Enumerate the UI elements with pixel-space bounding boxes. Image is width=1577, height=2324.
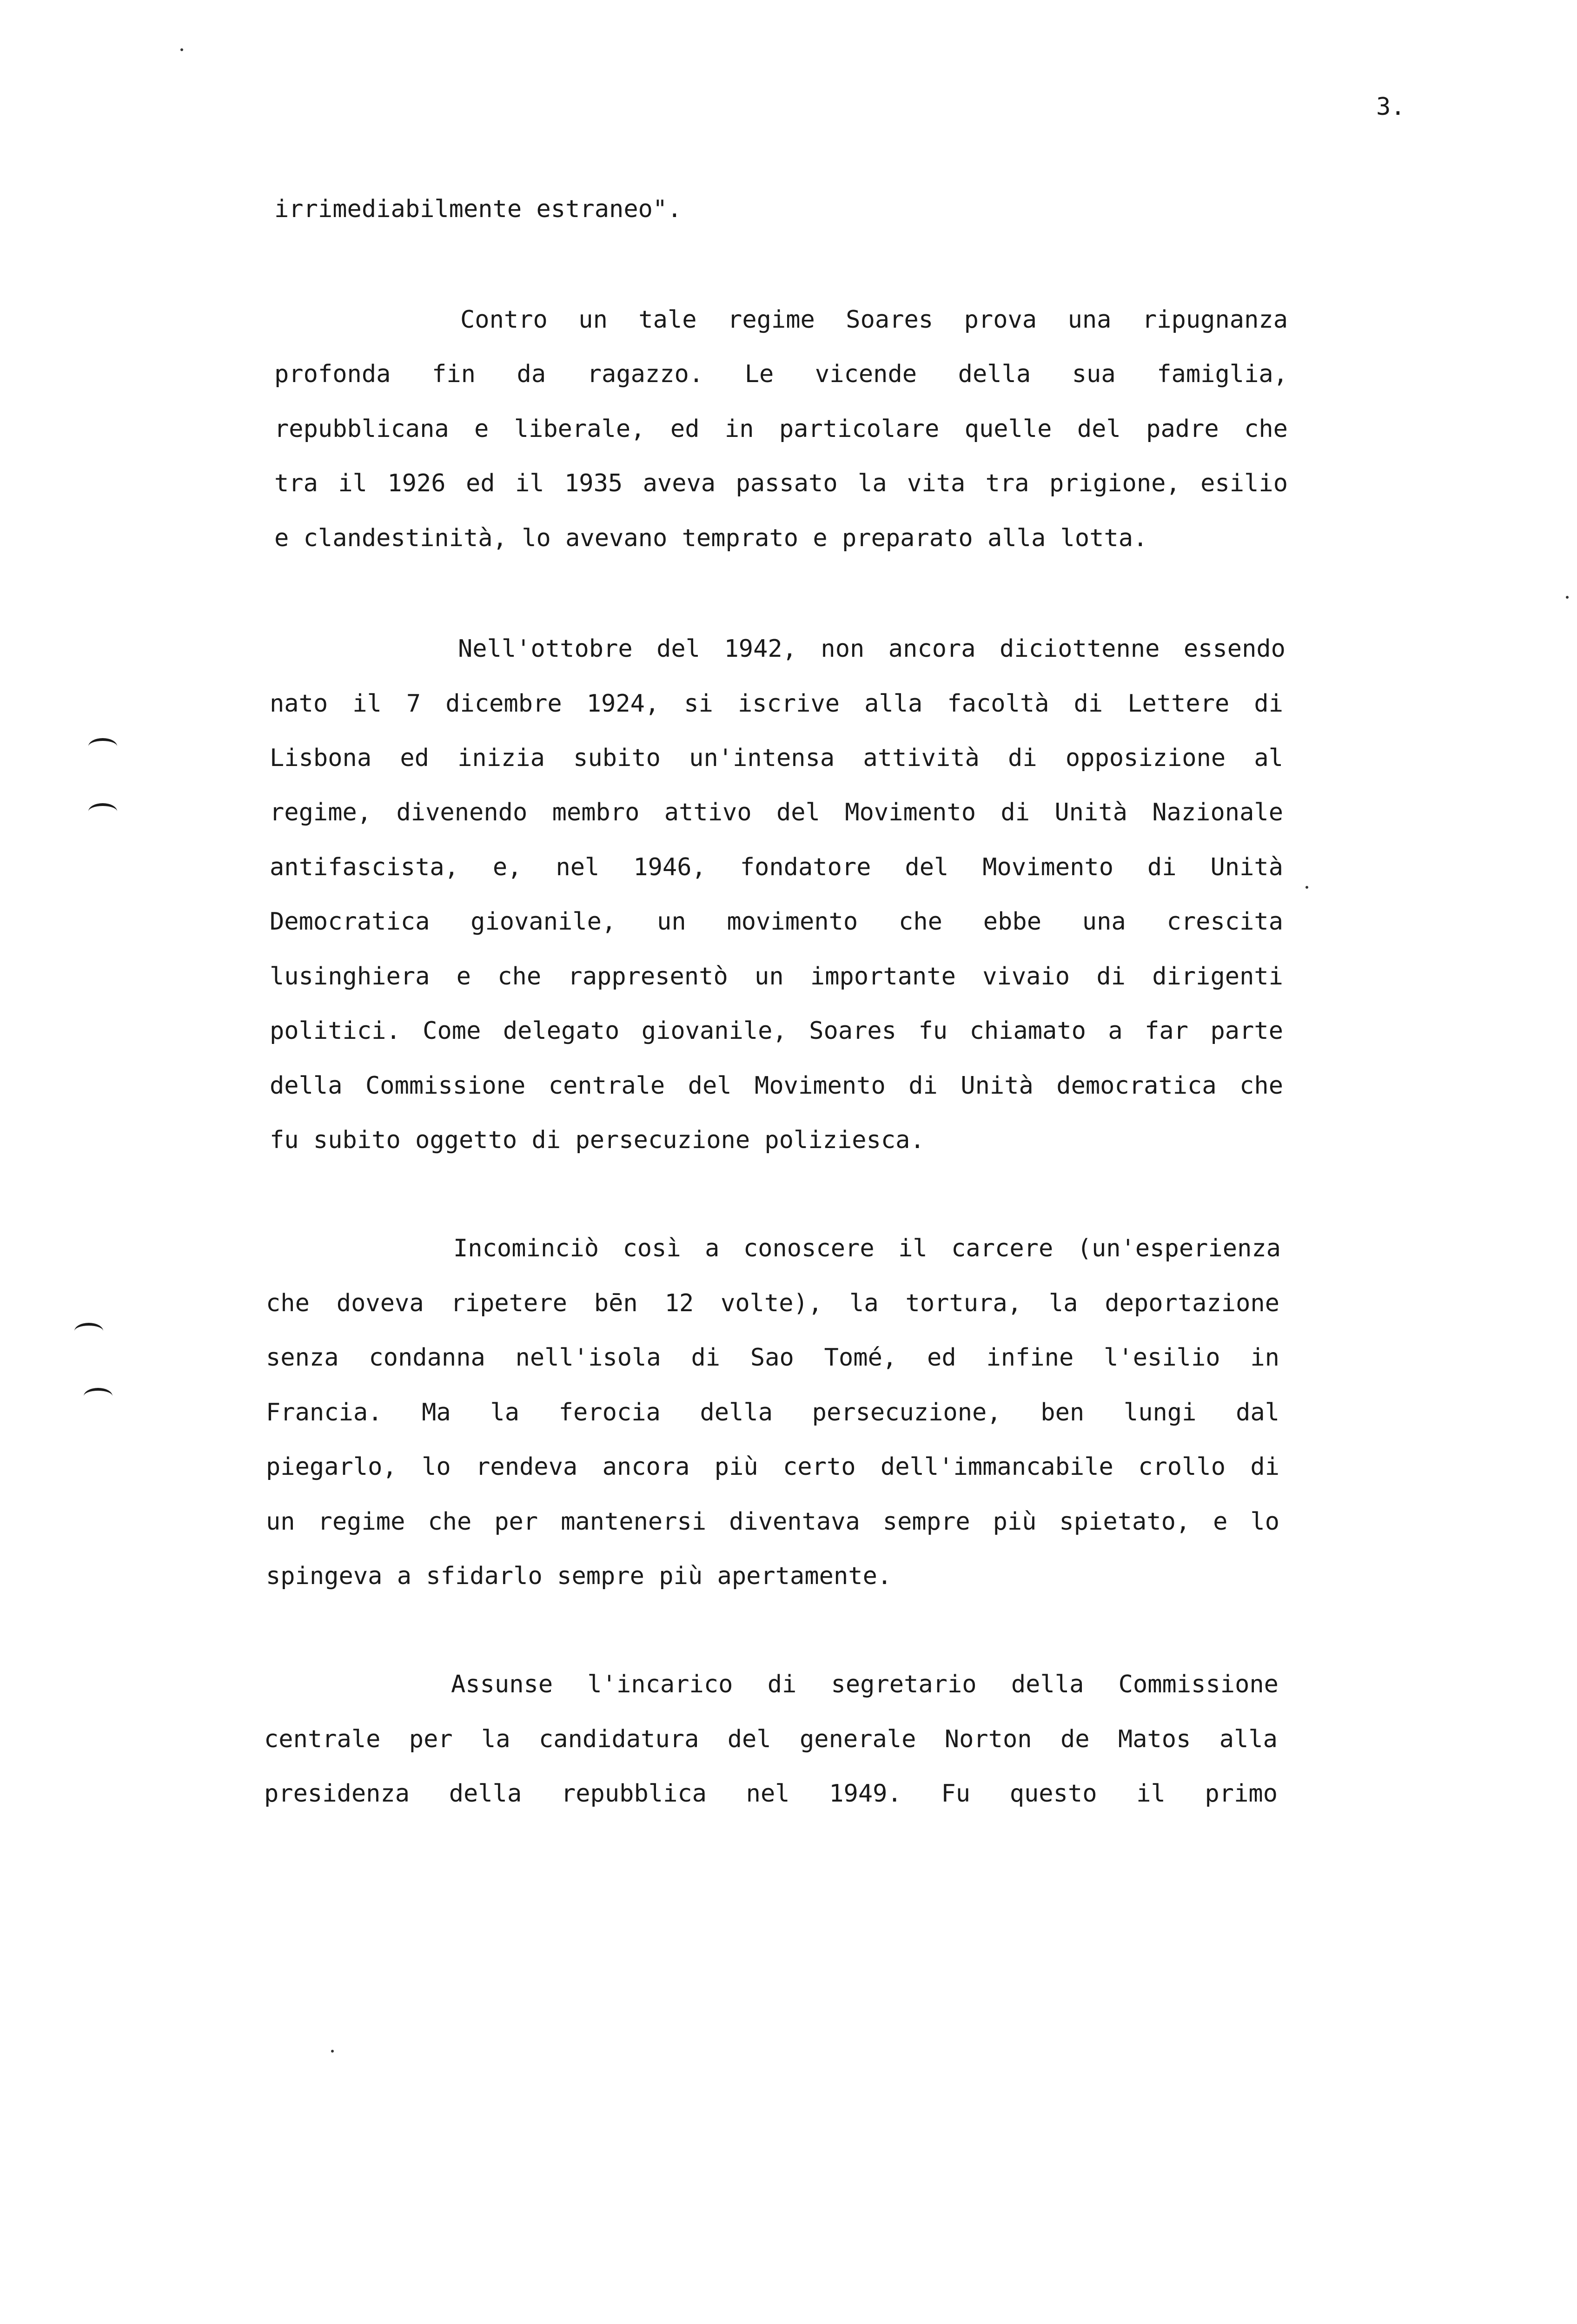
binder-mark: [88, 803, 117, 820]
text-line: Democratica giovanile, un movimento che ebbe una crescita: [270, 908, 1283, 936]
text-line: repubblicana e liberale, ed in particolare quelle del padre che: [274, 415, 1288, 443]
text-line: tra il 1926 ed il 1935 aveva passato la vita tra prigione, esilio: [274, 469, 1288, 497]
paragraph-3-first-line: Incominciò così a conoscere il carcere (un'esperienza: [453, 1235, 1281, 1262]
text-line: centrale per la candidatura del generale Norton de Matos alla: [264, 1725, 1278, 1753]
binder-mark: [88, 738, 117, 755]
text-line: profonda fin da ragazzo. Le vicende della sua famiglia,: [274, 360, 1288, 388]
paragraph-2-first-line: Nell'ottobre del 1942, non ancora diciottenne essendo: [458, 635, 1285, 663]
page-number: 3.: [1376, 93, 1405, 121]
text-line: spingeva a sfidarlo sempre più apertamente.: [266, 1562, 892, 1590]
text-line: un regime che per mantenersi diventava sempre più spietato, e lo: [266, 1508, 1279, 1536]
text-line: lusinghiera e che rappresentò un importante vivaio di dirigenti: [270, 963, 1283, 990]
text-line: che doveva ripetere bēn 12 volte), la tortura, la deportazione: [266, 1289, 1279, 1317]
scan-speck: [1566, 596, 1569, 599]
text-line: piegarlo, lo rendeva ancora più certo dell'immancabile crollo di: [266, 1453, 1279, 1481]
text-line: della Commissione centrale del Movimento di Unità democratica che: [270, 1072, 1283, 1100]
scan-speck: [1305, 886, 1308, 889]
text-line: Francia. Ma la ferocia della persecuzione, ben lungi dal: [266, 1399, 1279, 1426]
text-line: irrimediabilmente estraneo".: [274, 195, 682, 223]
paragraph-4-first-line: Assunse l'incarico di segretario della Commissione: [451, 1670, 1279, 1698]
scan-speck: [180, 48, 183, 51]
text-line: senza condanna nell'isola di Sao Tomé, ed infine l'esilio in: [266, 1344, 1279, 1372]
paragraph-1-first-line: Contro un tale regime Soares prova una ripugnanza: [460, 306, 1288, 334]
scan-speck: [331, 2050, 334, 2053]
text-line: e clandestinità, lo avevano temprato e preparato alla lotta.: [274, 524, 1148, 552]
text-line: regime, divenendo membro attivo del Movimento di Unità Nazionale: [270, 799, 1283, 826]
text-line: nato il 7 dicembre 1924, si iscrive alla facoltà di Lettere di: [270, 690, 1283, 718]
text-line: Lisbona ed inizia subito un'intensa attività di opposizione al: [270, 744, 1283, 772]
text-line: politici. Come delegato giovanile, Soares fu chiamato a far parte: [270, 1017, 1283, 1045]
binder-mark: [74, 1323, 103, 1340]
binder-mark: [84, 1388, 113, 1405]
text-line: fu subito oggetto di persecuzione poliziesca.: [270, 1126, 925, 1154]
text-line: presidenza della repubblica nel 1949. Fu questo il primo: [264, 1780, 1278, 1808]
text-line: antifascista, e, nel 1946, fondatore del Movimento di Unità: [270, 853, 1283, 881]
